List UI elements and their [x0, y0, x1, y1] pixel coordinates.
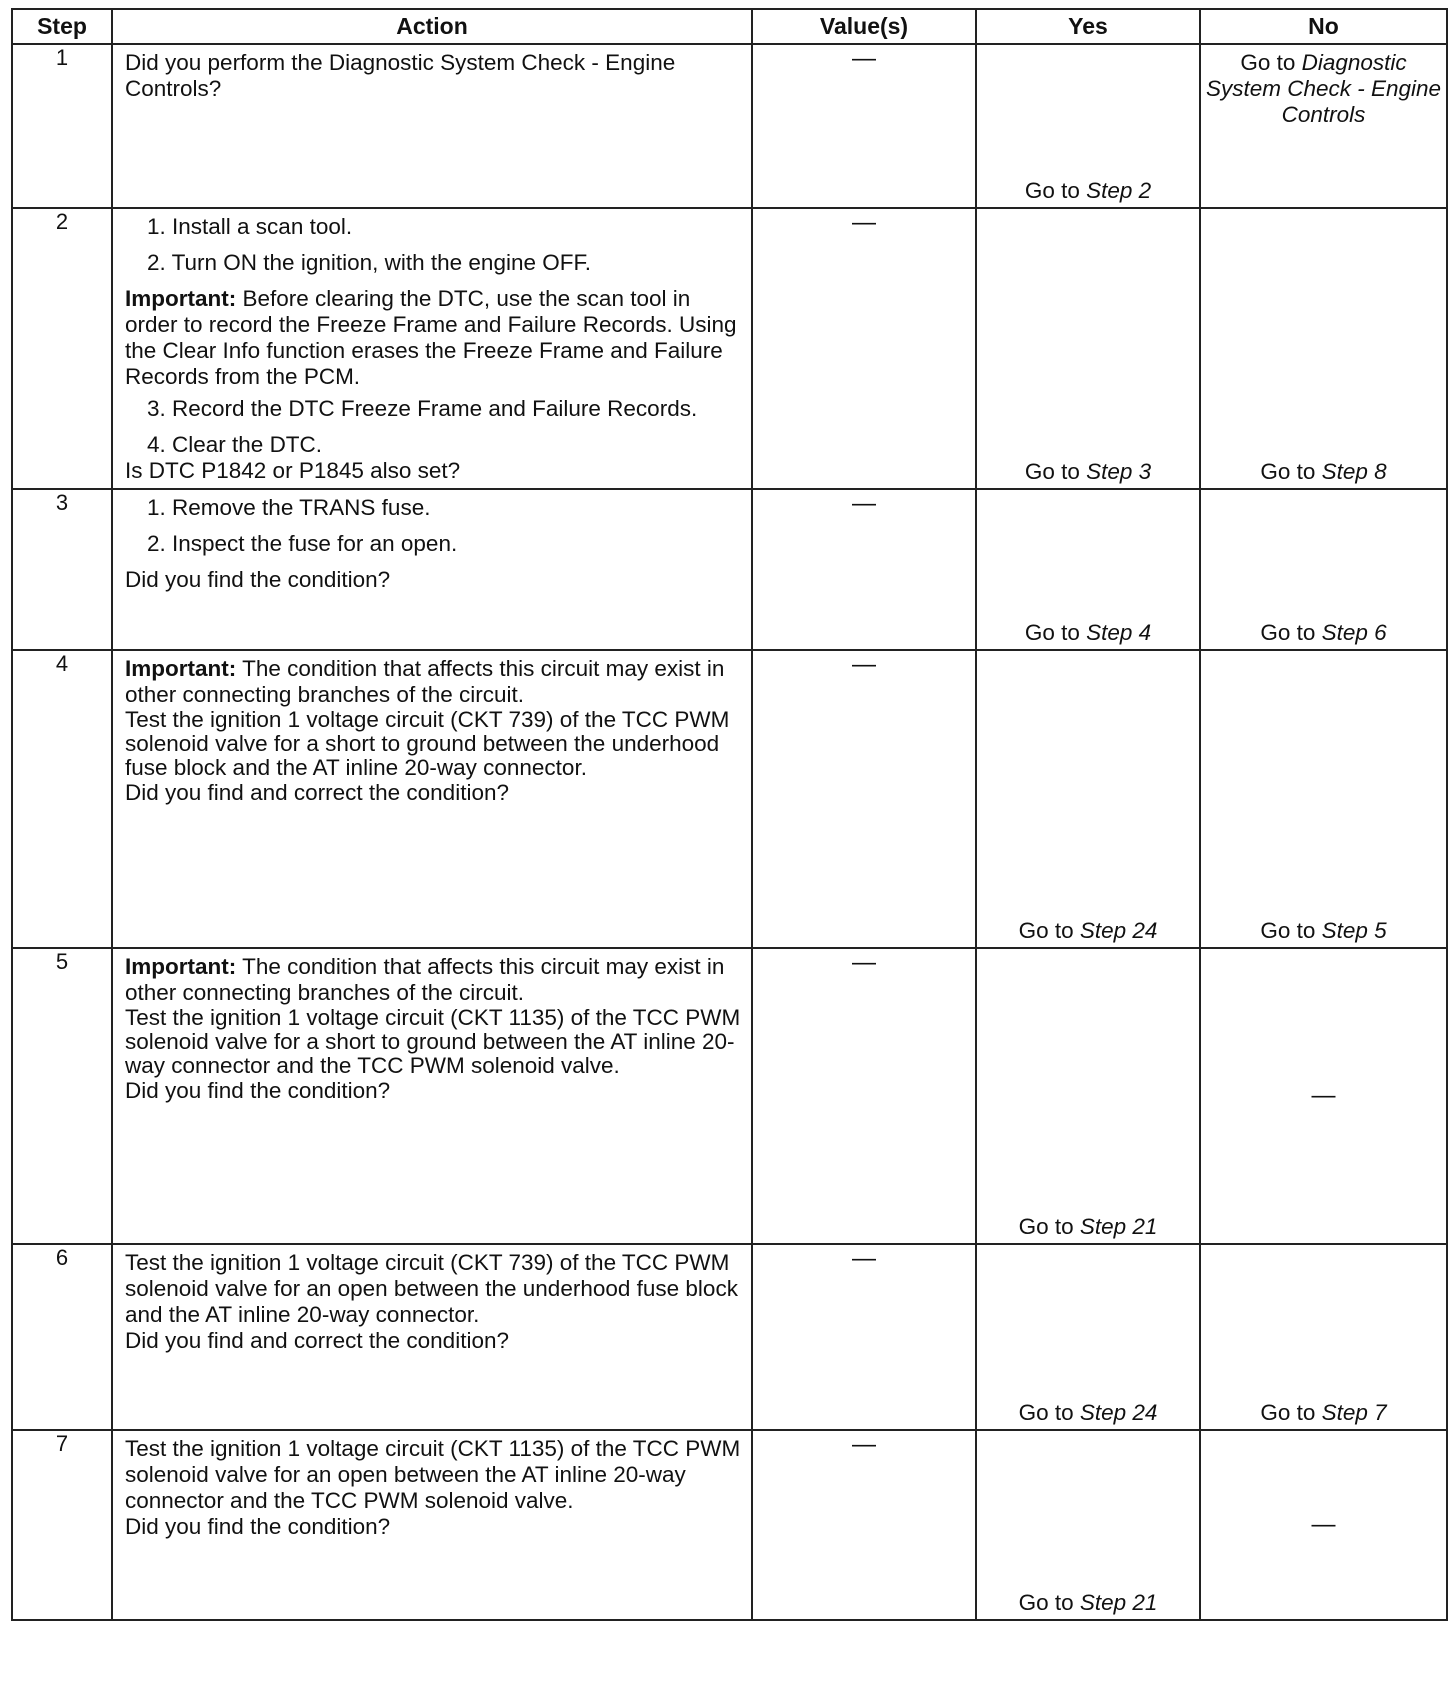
yes-goto[interactable]: Go to Step 21 — [1018, 1590, 1158, 1615]
step-number: 3 — [12, 489, 112, 650]
action-step-item: 1. Remove the TRANS fuse. — [147, 495, 431, 520]
no-goto[interactable]: Go to Step 5 — [1260, 918, 1387, 943]
value-cell: — — [752, 1430, 976, 1620]
step-number: 4 — [12, 650, 112, 948]
action-question: Did you find and correct the condition? — [125, 1328, 509, 1353]
yes-goto[interactable]: Go to Step 3 — [1024, 459, 1152, 484]
action-cell — [112, 1244, 752, 1430]
no-cell — [1200, 208, 1447, 489]
action-cell — [112, 44, 752, 208]
important-note: Important: The condition that affects this circuit may exist in other connecting branches of the circuit. — [125, 954, 725, 1005]
step-number: 2 — [12, 208, 112, 489]
yes-cell — [976, 208, 1200, 489]
no-cell — [1200, 948, 1447, 1244]
header-no: No — [1200, 9, 1447, 44]
action-cell — [112, 650, 752, 948]
table-row — [12, 650, 1447, 948]
header-values: Value(s) — [752, 9, 976, 44]
yes-cell — [976, 650, 1200, 948]
action-question: Did you find the condition? — [125, 1078, 391, 1103]
diagnostic-table — [11, 8, 1448, 1621]
header-action: Action — [112, 9, 752, 44]
table-row — [12, 44, 1447, 208]
table-row — [12, 948, 1447, 1244]
step-number: 1 — [12, 44, 112, 208]
yes-goto[interactable]: Go to Step 24 — [1018, 918, 1158, 943]
value-cell: — — [752, 1244, 976, 1430]
action-question: Is DTC P1842 or P1845 also set? — [125, 458, 461, 483]
yes-goto[interactable]: Go to Step 24 — [1018, 1400, 1158, 1425]
header-step: Step — [12, 9, 112, 44]
action-question: Did you find the condition? — [125, 1514, 391, 1539]
action-cell — [112, 489, 752, 650]
action-question: Did you find the condition? — [125, 567, 391, 592]
table-row — [12, 208, 1447, 489]
yes-cell — [976, 1244, 1200, 1430]
no-cell — [1200, 1244, 1447, 1430]
yes-cell — [976, 948, 1200, 1244]
action-step-item: 3. Record the DTC Freeze Frame and Failure Records. — [147, 396, 698, 421]
value-cell: — — [752, 44, 976, 208]
yes-cell — [976, 44, 1200, 208]
action-step-item: 2. Inspect the fuse for an open. — [147, 531, 458, 556]
action-cell — [112, 948, 752, 1244]
no-cell — [1200, 489, 1447, 650]
action-text: Test the ignition 1 voltage circuit (CKT 739) of the TCC PWM solenoid valve for a short to ground between the underhood fuse block and the AT inline 20-way connector. — [125, 707, 730, 780]
step-number: 5 — [12, 948, 112, 1244]
table-row — [12, 489, 1447, 650]
no-cell — [1200, 44, 1447, 208]
yes-goto[interactable]: Go to Step 21 — [1018, 1214, 1158, 1239]
value-cell: — — [752, 489, 976, 650]
no-goto[interactable]: Go to Step 8 — [1260, 459, 1387, 484]
yes-cell — [976, 1430, 1200, 1620]
header-row — [12, 9, 1447, 44]
yes-cell — [976, 489, 1200, 650]
yes-goto[interactable]: Go to Step 4 — [1024, 620, 1152, 645]
value-cell: — — [752, 208, 976, 489]
step-number: 6 — [12, 1244, 112, 1430]
table-row — [12, 1430, 1447, 1620]
important-note: Important: Before clearing the DTC, use the scan tool in order to record the Freeze Frame and Failure Records. Using the Clear Info function erases the Freeze Frame and Failure Records from the PCM. — [125, 286, 737, 389]
action-cell — [112, 1430, 752, 1620]
value-cell: — — [752, 948, 976, 1244]
action-step-item: 4. Clear the DTC. — [147, 432, 323, 457]
action-step-item: 1. Install a scan tool. — [147, 214, 353, 239]
no-cell — [1200, 1430, 1447, 1620]
no-goto[interactable]: Go to Step 6 — [1260, 620, 1387, 645]
table-row — [12, 1244, 1447, 1430]
important-note: Important: The condition that affects this circuit may exist in other connecting branches of the circuit. — [125, 656, 725, 707]
action-text: Did you perform the Diagnostic System Check - Engine Controls? — [125, 50, 676, 101]
no-value-dash: — — [1311, 1511, 1336, 1538]
action-step-item: 2. Turn ON the ignition, with the engine OFF. — [147, 250, 591, 275]
action-text: Test the ignition 1 voltage circuit (CKT 739) of the TCC PWM solenoid valve for an open between the underhood fuse block and the AT inline 20-way connector. — [125, 1250, 738, 1327]
yes-goto[interactable]: Go to Step 2 — [1024, 178, 1152, 203]
action-cell — [112, 208, 752, 489]
no-goto[interactable]: Go to Diagnostic System Check - Engine Controls — [1205, 50, 1442, 127]
header-yes: Yes — [976, 9, 1200, 44]
no-cell — [1200, 650, 1447, 948]
no-goto[interactable]: Go to Step 7 — [1260, 1400, 1387, 1425]
no-value-dash: — — [1311, 1082, 1336, 1109]
value-cell: — — [752, 650, 976, 948]
step-number: 7 — [12, 1430, 112, 1620]
action-text: Test the ignition 1 voltage circuit (CKT 1135) of the TCC PWM solenoid valve for an open between the AT inline 20-way connector and the TCC PWM solenoid valve. — [125, 1436, 741, 1513]
action-question: Did you find and correct the condition? — [125, 780, 509, 805]
action-text: Test the ignition 1 voltage circuit (CKT 1135) of the TCC PWM solenoid valve for a short to ground between the AT inline 20-way connector and the TCC PWM solenoid valve. — [125, 1005, 741, 1078]
